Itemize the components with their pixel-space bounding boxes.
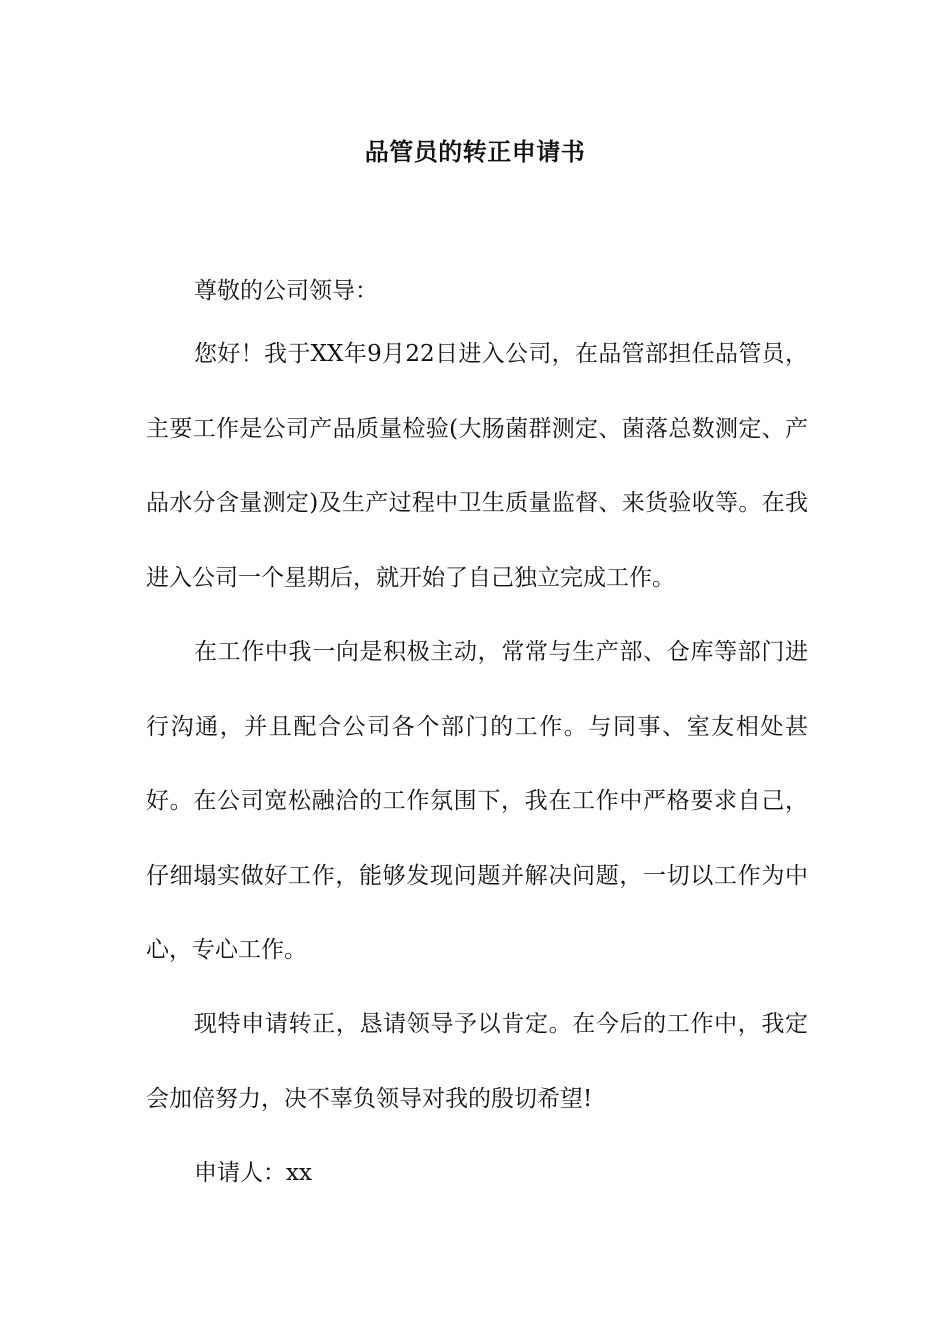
document-title: 品管员的转正申请书 xyxy=(364,138,586,166)
paragraph-introduction: 您好！我于XX年9月22日进入公司，在品管部担任品管员，主要工作是公司产品质量检验(大肠菌群测定、菌落总数测定、产品水分含量测定)及生产过程中卫生质量监督、来货验收等。在我进入公司一个星期后，就开始了自己独立完成工作。 xyxy=(146,341,808,591)
salutation: 尊敬的公司领导： xyxy=(194,278,378,304)
paragraph-work-performance: 在工作中我一向是积极主动，常常与生产部、仓库等部门进行沟通，并且配合公司各个部门的工作。与同事、室友相处甚好。在公司宽松融洽的工作氛围下，我在工作中严格要求自己，仔细塌实做好工作，能够发现问题并解决问题，一切以工作为中心，专心工作。 xyxy=(146,639,808,963)
signature-line: 申请人：xx xyxy=(194,1160,312,1186)
paragraph-request: 现特申请转正，恳请领导予以肯定。在今后的工作中，我定会加倍努力，决不辜负领导对我的殷切希望! xyxy=(146,1011,808,1112)
